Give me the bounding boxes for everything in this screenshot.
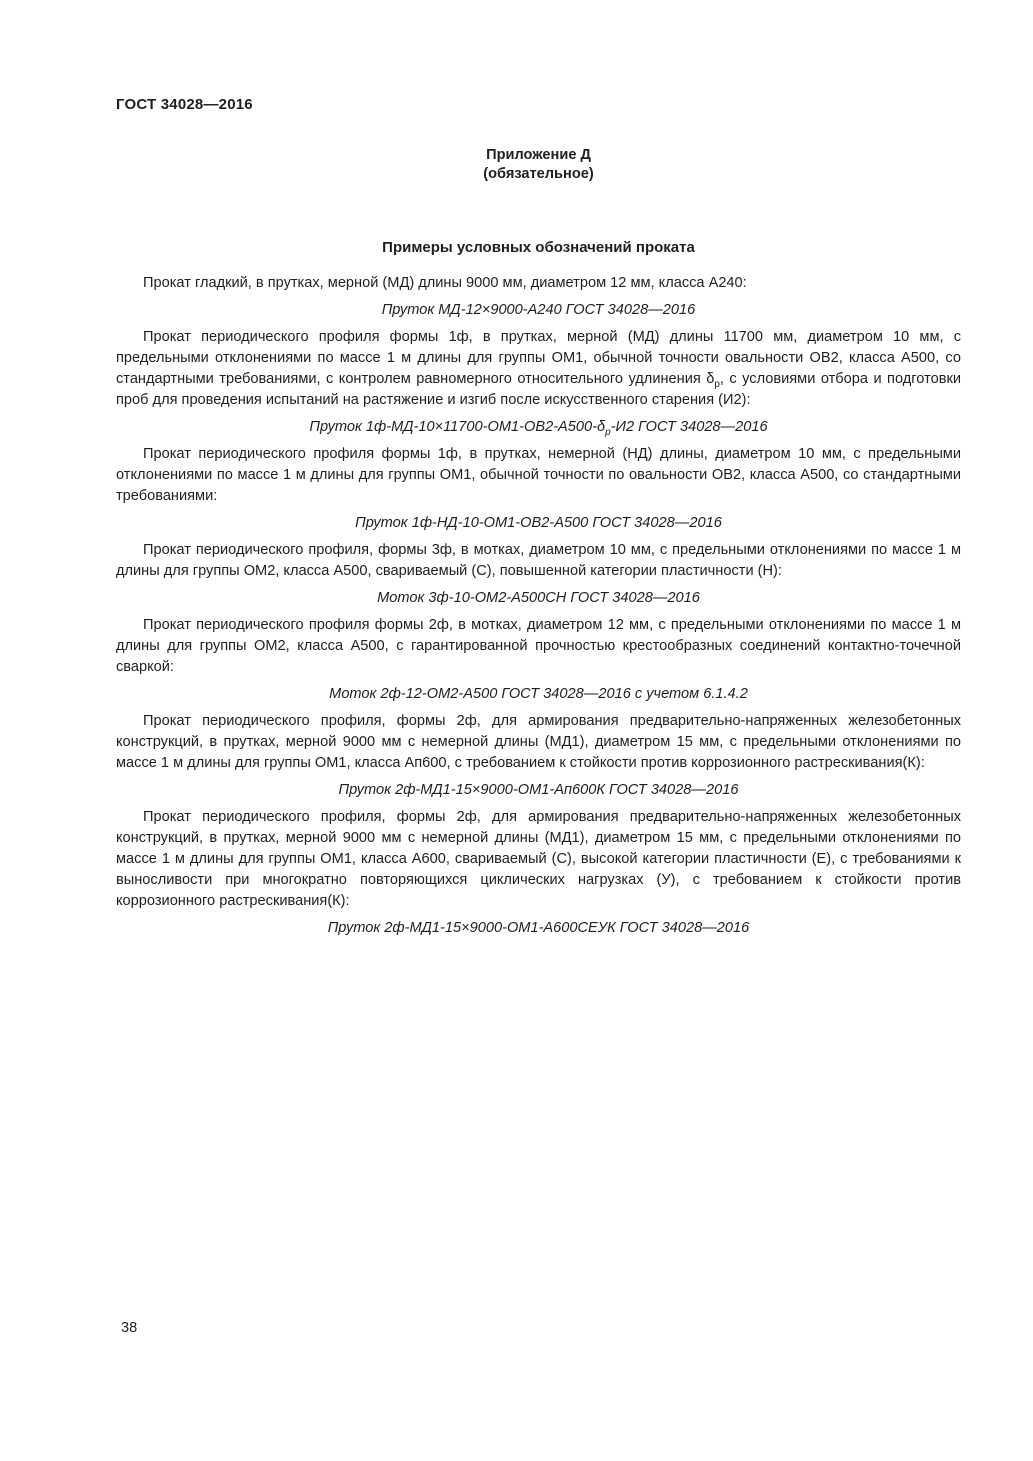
delta-subscript: р [605,426,611,438]
paragraph-2-text-cont: , с условиями отбора и подготовки проб для проведения испытаний на растяжение и изгиб после искусственного старения (И2): [116,371,961,408]
paragraph-5: Прокат периодического профиля формы 2ф, в мотках, диаметром 12 мм, с предельными отклонениями по массе 1 м длины для группы ОМ2, класса А500, с гарантированной прочностью крестообразных соединений контактно-точечной сваркой: [116,617,961,675]
designation-example-3: Пруток 1ф-НД-10-ОМ1-ОВ2-А500 ГОСТ 34028—2016 [355,515,722,531]
paragraph-2-text: Прокат периодического профиля формы 1ф, в прутках, мерной (МД) длины 11700 мм, диаметром 10 мм, с предельными отклонениями по массе 1 м длины для группы ОМ1, обычной точности овальности ОВ2, класса А500, со стандартными требованиями, с контролем равномерного относительного удлинения δ [116,329,961,387]
designation-2-text-cont: -И2 ГОСТ 34028—2016 [610,419,768,435]
designation-example-1: Пруток МД-12×9000-А240 ГОСТ 34028—2016 [381,302,696,318]
section-title: Примеры условных обозначений проката [382,239,695,256]
doc-code: ГОСТ 34028—2016 [116,96,253,113]
designation-example-6: Пруток 2ф-МД1-15×9000-ОМ1-Ап600К ГОСТ 34028—2016 [338,782,739,798]
paragraph-3: Прокат периодического профиля формы 1ф, в прутках, немерной (НД) длины, диаметром 10 мм, с предельными отклонениями по массе 1 м длины для группы ОМ1, обычной точности по овальности ОВ2, класса А500, со стандартными требованиями: [116,446,961,504]
paragraph-2 [116,327,961,411]
designation-example-7: Пруток 2ф-МД1-15×9000-ОМ1-А600СЕУК ГОСТ 34028—2016 [327,920,750,936]
delta-subscript: р [714,378,720,390]
designation-example-2 [116,417,961,438]
page-content [116,0,961,939]
designation-example-5: Моток 2ф-12-ОМ2-А500 ГОСТ 34028—2016 с учетом 6.1.4.2 [329,686,748,702]
paragraph-6: Прокат периодического профиля, формы 2ф, для армирования предварительно-напряженных железобетонных конструкций, в прутках, мерной 9000 мм с немерной длины (МД1), диаметром 15 мм, с предельными отклонениями по массе 1 м длины для группы ОМ1, класса Ап600, с требованием к стойкости против коррозионного растрескивания(К): [116,713,961,771]
appendix-header [116,146,961,184]
paragraph-1: Прокат гладкий, в прутках, мерной (МД) длины 9000 мм, диаметром 12 мм, класса А240: [143,275,747,291]
page-number: 38 [121,1320,138,1336]
designation-2-text: Пруток 1ф-МД-10×11700-ОМ1-ОВ2-А500-δ [309,419,606,435]
appendix-label: Приложение Д [486,147,591,163]
paragraph-4: Прокат периодического профиля, формы 3ф, в мотках, диаметром 10 мм, с предельными отклонениями по массе 1 м длины для группы ОМ2, класса А500, свариваемый (С), повышенной категории пластичности (Н): [116,542,961,579]
appendix-status: (обязательное) [483,166,594,182]
designation-example-4: Моток 3ф-10-ОМ2-А500СН ГОСТ 34028—2016 [377,590,700,606]
paragraph-7: Прокат периодического профиля, формы 2ф, для армирования предварительно-напряженных железобетонных конструкций, в прутках, мерной 9000 мм с немерной длины (МД1), диаметром 15 мм, с предельными отклонениями по массе 1 м длины для группы ОМ1, класса А600, свариваемый (С), высокой категории пластичности (Е), с требованиями к выносливости при многократно повторяющихся циклических нагрузках (У), с требованием к стойкости против коррозионного растрескивания(К): [116,809,961,909]
